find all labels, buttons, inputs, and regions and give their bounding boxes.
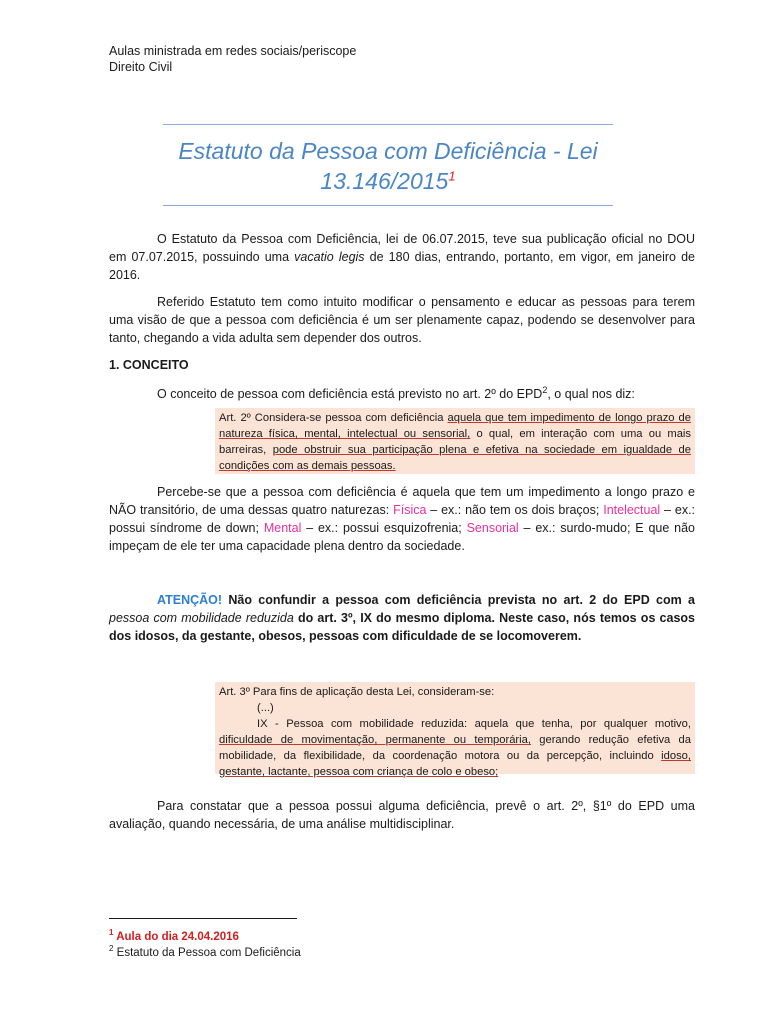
nature-intelectual: Intelectual <box>603 503 661 517</box>
nature-mental: Mental <box>263 521 302 535</box>
quote-box-art2: Art. 2º Considera-se pessoa com deficiência aquela que tem impedimento de longo prazo de natureza física, mental, intelectual ou sensorial, o qual, em interação com uma ou mais barreiras, pode obstruir sua participação plena e efetiva na sociedade em igualdade de condições com as demais pessoas. <box>215 408 695 474</box>
section-heading-conceito: 1. CONCEITO <box>109 358 189 372</box>
quote-box-art3: Art. 3º Para fins de aplicação desta Lei, consideram-se: (...) IX - Pessoa com mobilidade reduzida: aquela que tenha, por qualquer motivo, dificuldade de movimentação, permanente ou temporária, gerando redução efetiva da mobilidade, da flexibilidade, da coordenação motora ou da percepção, incluindo idoso, gestante, lactante, pessoa com criança de colo e obeso; <box>215 682 695 774</box>
footnote-1: $^1$ Aula do dia 24.04.2016 <box>109 928 239 943</box>
atencao-label: ATENÇÃO! <box>157 593 223 607</box>
paragraph-5-atencao: ATENÇÃO! Não confundir a pessoa com deficiência prevista no art. 2 do EPD com a pessoa com mobilidade reduzida do art. 3º, IX do mesmo diploma. Neste caso, nós temos os casos dos idosos, da gestante, obesos, pessoas com dificuldade de se locomoverem. <box>109 593 695 643</box>
document-title: Estatuto da Pessoa com Deficiência - Lei 13.146/2015$^1$ <box>178 138 598 194</box>
header-course: Aulas ministrada em redes sociais/periscope <box>109 44 357 58</box>
title-footnote-ref[interactable]: 1 <box>448 168 456 184</box>
title-top-rule <box>163 124 613 125</box>
paragraph-2: Referido Estatuto tem como intuito modificar o pensamento e educar as pessoas para terem uma visão de que a pessoa com deficiência é um ser plenamente capaz, podendo se desenvolver para tanto, chegando a vida adulta sem depender dos outros. <box>109 295 695 345</box>
page-header <box>109 43 356 75</box>
paragraph-6: Para constatar que a pessoa possui alguma deficiência, prevê o art. 2º, §1º do EPD uma avaliação, quando necessária, de uma análise multidisciplinar. <box>109 799 695 831</box>
nature-fisica: Física <box>393 503 427 517</box>
paragraph-3: O conceito de pessoa com deficiência está previsto no art. 2º do EPD$^2$, o qual nos diz: <box>157 385 635 402</box>
header-subject: Direito Civil <box>109 60 173 74</box>
footnote-ref-2[interactable]: 2 <box>542 385 548 395</box>
nature-sensorial: Sensorial <box>466 521 519 535</box>
paragraph-1: O Estatuto da Pessoa com Deficiência, lei de 06.07.2015, teve sua publicação oficial no DOU em 07.07.2015, possuindo uma vacatio legis de 180 dias, entrando, portanto, em vigor, em janeiro de 2016. <box>109 232 695 282</box>
title-bottom-rule <box>163 205 613 206</box>
paragraph-4: Percebe-se que a pessoa com deficiência é aquela que tem um impedimento a longo prazo e NÃO transitório, de uma dessas quatro naturezas: Física – ex.: não tem os dois braços; Intelectual – ex.: possui síndrome de down; Mental – ex.: possui esquizofrenia; Sensorial – ex.: surdo-mudo; E que não impeçam de ele ter uma capacidade plena dentro da sociedade. <box>109 485 696 553</box>
title-block <box>163 124 613 206</box>
footnote-separator <box>109 918 297 919</box>
footnote-2: $^2$ Estatuto da Pessoa com Deficiência <box>109 944 301 959</box>
